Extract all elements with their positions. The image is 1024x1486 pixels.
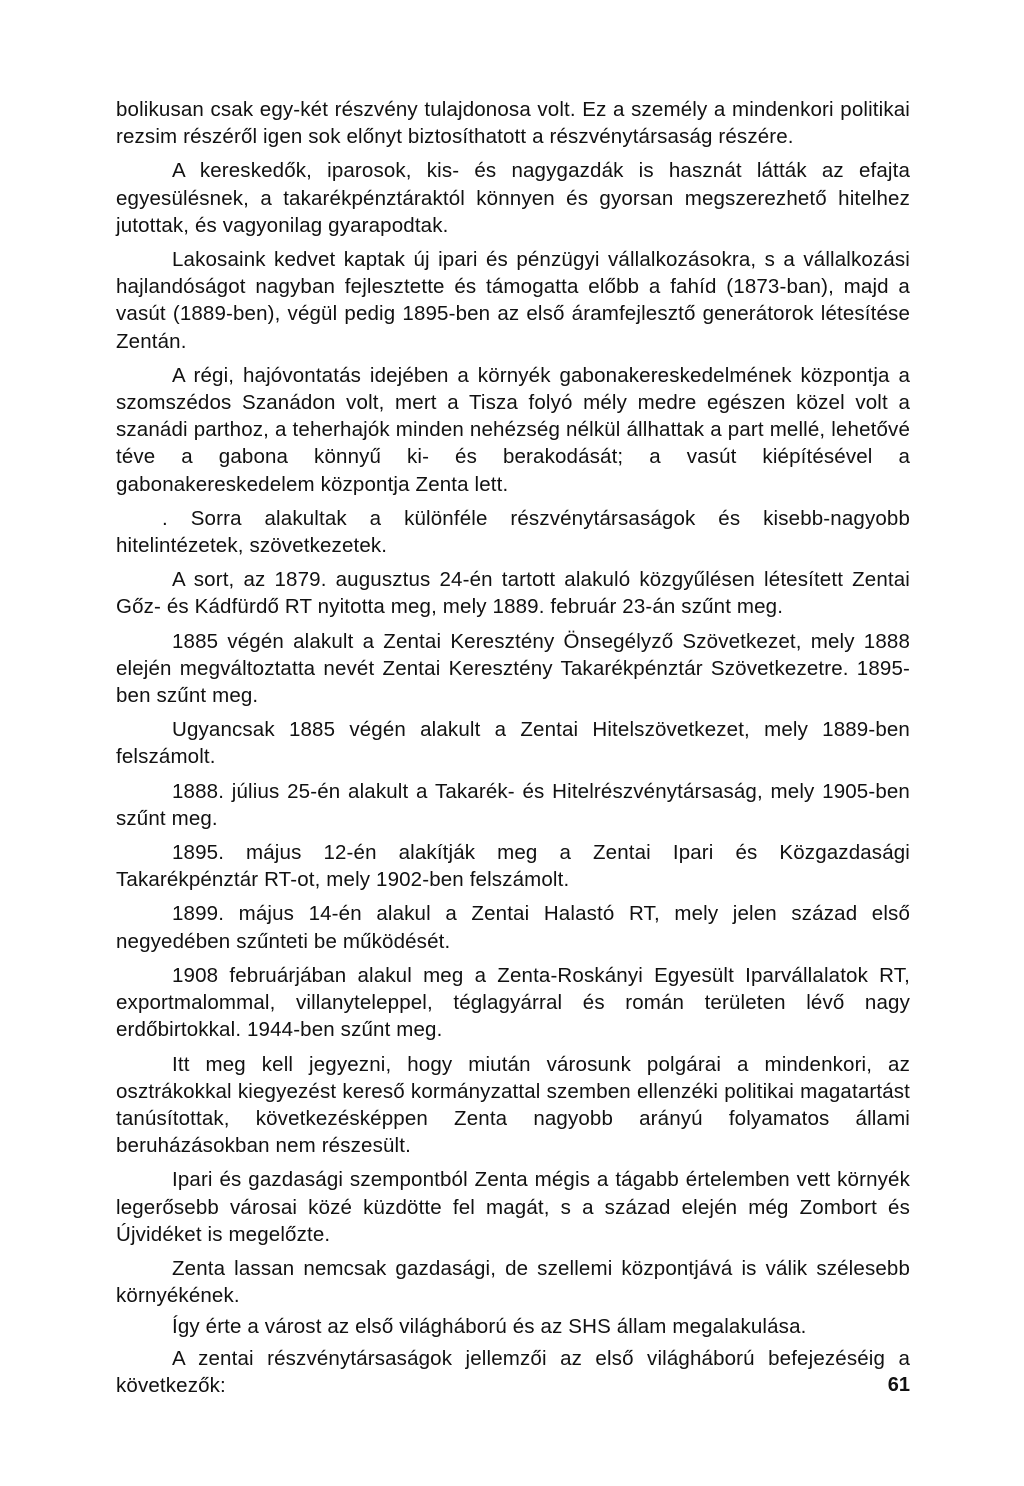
paragraph-12: 1908 februárjában alakul meg a Zenta-Roskányi Egyesült Iparvállalatok RT, exportmalommal, villanyteleppel, téglagyárral és román területen lévő nagy erdőbirtokkal. 1944-ben szűnt meg. [116,963,910,1042]
paragraph-9: 1888. július 25-én alakult a Takarék- és Hitelrészvénytársaság, mely 1905-ben szűnt meg. [116,779,910,830]
paragraph-17: A zentai részvénytársaságok jellemzői az első világháború befejezéséig a következők: [116,1346,910,1397]
paragraph-13: Itt meg kell jegyezni, hogy miután városunk polgárai a mindenkori, az osztrákokkal kiegyezést kereső kormányzattal szemben ellenzéki politikai magatartást tanúsítottak, következésképpen Zenta nagyobb arányú folyamatos állami beruházásokban nem részesült. [116,1052,910,1158]
paragraph-5: . Sorra alakultak a különféle részvénytársaságok és kisebb-nagyobb hitelintézetek, szövetkezetek. [116,506,910,558]
paragraph-2: A kereskedők, iparosok, kis- és nagygazdák is hasznát látták az efajta egyesülésnek, a takarékpénztáraktól könnyen és gyorsan megszerezhető hitelhez jutottak, és vagyonilag gyarapodtak. [116,159,910,237]
paragraph-10: 1895. május 12-én alakítják meg a Zentai Ipari és Közgazdasági Takarékpénztár RT-ot, mely 1902-ben felszámolt. [116,841,910,892]
paragraph-1: bolikusan csak egy-két részvény tulajdonosa volt. Ez a személy a mindenkori politikai rezsim részéről igen sok előnyt biztosíthatott a részvénytársaság részére. [116,98,910,149]
paragraph-8: Ugyancsak 1885 végén alakult a Zentai Hitelszövetkezet, mely 1889-ben felszámolt. [116,718,910,769]
paragraph-11: 1899. május 14-én alakul a Zentai Halastó RT, mely jelen század első negyedében szűnteti be működését. [116,902,910,953]
paragraph-4: A régi, hajóvontatás idejében a környék gabonakereskedelmének központja a szomszédos Szanádon volt, mert a Tisza folyó mély medre egészen közel volt a szanádi parthoz, a teherhajók minden nehézség nélkül állhattak a part mellé, lehetővé téve a gabona könnyű ki- és berakodását; a vasút kiépítésével a gabonakereskedelem központja Zenta lett. [116,363,910,496]
paragraph-16: Így érte a várost az első világháború és az SHS állam megalakulása. [172,1315,807,1339]
page-number: 61 [887,1374,910,1396]
paragraph-7: 1885 végén alakult a Zentai Keresztény Önsegélyző Szövetkezet, mely 1888 elején megváltoztatta nevét Zentai Keresztény Takarékpénztár Szövetkezetre. 1895-ben szűnt meg. [116,629,910,708]
paragraph-3: Lakosaink kedvet kaptak új ipari és pénzügyi vállalkozásokra, s a vállalkozási hajlandóságot nagyban fejlesztette és támogatta előbb a fahíd (1873-ban), majd a vasút (1889-ben), végül pedig 1895-ben az első áramfejlesztő generátorok létesítése Zentán. [116,248,910,353]
body-text [116,96,910,1406]
paragraph-15: Zenta lassan nemcsak gazdasági, de szellemi központjává is válik szélesebb környékének. [116,1256,910,1308]
paragraph-14: Ipari és gazdasági szempontból Zenta mégis a tágabb értelemben vett környék legerősebb városai közé küzdötte fel magát, s a század elején még Zombort és Újvidéket is megelőzte. [116,1168,910,1246]
paragraph-6: A sort, az 1879. augusztus 24-én tartott alakuló közgyűlésen létesített Zentai Gőz- és Kádfürdő RT nyitotta meg, mely 1889. február 23-án szűnt meg. [116,568,910,619]
